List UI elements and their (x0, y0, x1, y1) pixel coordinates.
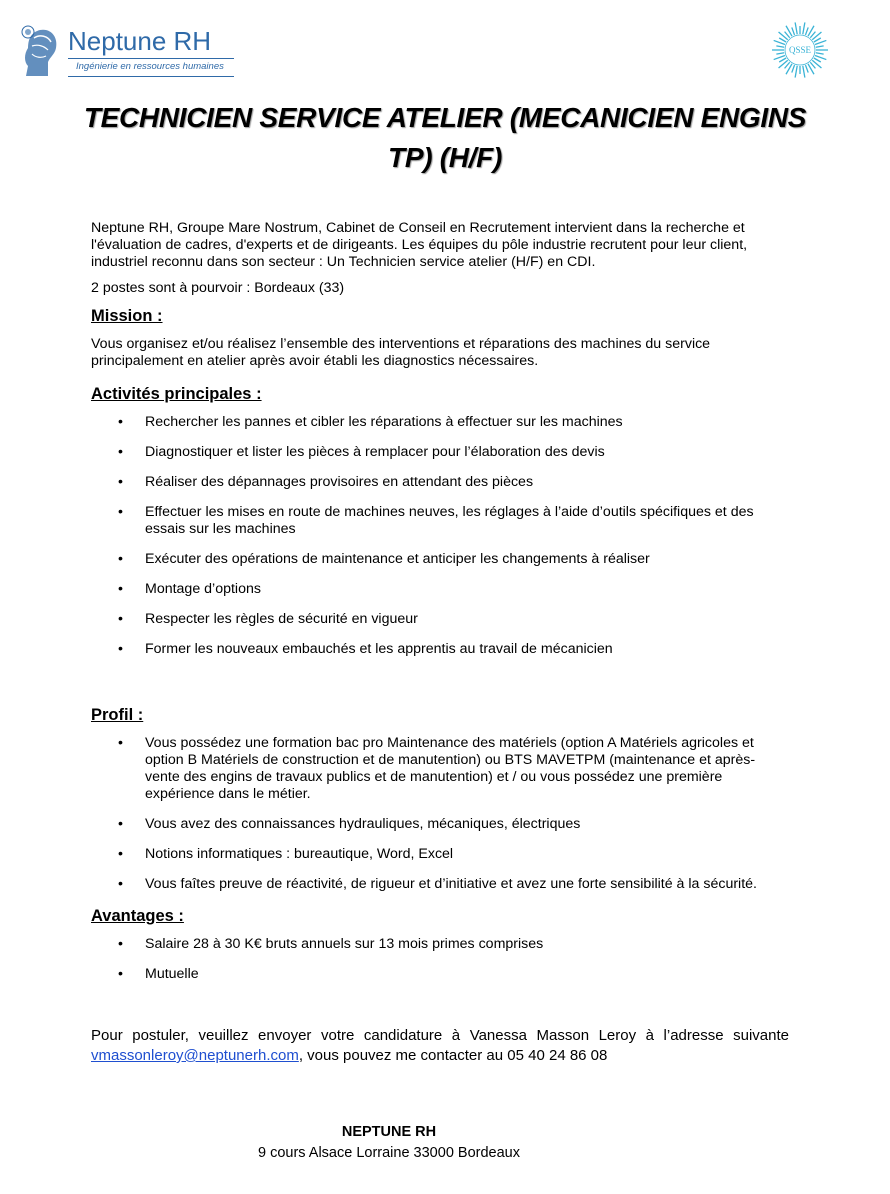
intro-paragraph: Neptune RH, Groupe Mare Nostrum, Cabinet de Conseil en Recrutement intervient dans la recherche et l'évaluation de cadres, d'experts et de dirigeants. Les équipes du pôle industrie recrutent pour leur client, industriel reconnu dans son secteur : Un Technicien service atelier (H/F) en CDI. (91, 220, 748, 270)
logo-divider (68, 58, 234, 59)
list-item: • Vous avez des connaissances hydrauliques, mécaniques, électriques (91, 816, 789, 833)
list-item: • Montage d’options (91, 581, 789, 598)
list-item: • Notions informatiques : bureautique, Word, Excel (91, 846, 789, 863)
footer-address: 9 cours Alsace Lorraine 33000 Bordeaux (258, 1145, 520, 1161)
email-link[interactable]: vmassonleroy@neptunerh.com (91, 1047, 299, 1064)
logo-name: Neptune RH (68, 26, 212, 56)
list-item: • Rechercher les pannes et cibler les réparations à effectuer sur les machines (91, 414, 789, 431)
logo-tagline: Ingénierie en ressources humaines (76, 61, 224, 72)
job-title: TECHNICIEN SERVICE ATELIER (MECANICIEN ENGINS TP) (H/F) (83, 102, 807, 173)
list-item: • Vous faîtes preuve de réactivité, de rigueur et d’initiative et avez une forte sensibilité à la sécurité. (91, 876, 789, 893)
apply-contact-text: , vous pouvez me contacter au 05 40 24 86 08 (298, 1047, 608, 1064)
apply-text: Pour postuler, veuillez envoyer votre candidature à Vanessa Masson Leroy à l’adresse suivante (91, 1027, 789, 1044)
activities-list (91, 414, 789, 658)
job-description (91, 220, 789, 1075)
company-logo (18, 24, 238, 80)
apply-paragraph (91, 1026, 789, 1066)
list-item: • Diagnostiquer et lister les pièces à remplacer pour l’élaboration des devis (91, 444, 789, 461)
starburst-badge-icon (770, 20, 830, 80)
list-item: • Effectuer les mises en route de machines neuves, les réglages à l’aide d’outils spécifiques et des essais sur les machines (91, 504, 789, 538)
qsse-label: QSSE (788, 45, 812, 55)
profile-heading: Profil : (91, 706, 144, 724)
list-item: • Mutuelle (91, 966, 789, 983)
list-item: • Salaire 28 à 30 K€ bruts annuels sur 13 mois primes comprises (91, 936, 789, 953)
list-item: • Exécuter des opérations de maintenance et anticiper les changements à réaliser (91, 551, 789, 568)
neptune-head-icon (18, 24, 66, 78)
list-item: • Former les nouveaux embauchés et les apprentis au travail de mécanicien (91, 641, 789, 658)
mission-heading: Mission : (91, 307, 163, 325)
spacer (91, 996, 789, 1026)
footer (91, 1122, 687, 1164)
list-item: • Respecter les règles de sécurité en vigueur (91, 611, 789, 628)
profile-list (91, 735, 789, 893)
footer-company: NEPTUNE RH (341, 1124, 437, 1140)
list-item: • Réaliser des dépannages provisoires en attendant des pièces (91, 474, 789, 491)
list-item: • Vous possédez une formation bac pro Maintenance des matériels (option A Matériels agricoles et option B Matériels de construction et de manutention) ou BTS MAVETPM (maintenance et après-vente des engins de travaux publics et de manutention) et / ou vous possédez une première expérience dans le métier. (91, 735, 789, 803)
spacer (91, 671, 789, 705)
benefits-list (91, 936, 789, 983)
benefits-heading: Avantages : (91, 907, 184, 925)
positions-text: 2 postes sont à pourvoir : Bordeaux (33) (91, 280, 345, 296)
mission-text: Vous organisez et/ou réalisez l’ensemble des interventions et réparations des machines du service principalement en atelier après avoir établi les diagnostics nécessaires. (91, 336, 711, 369)
logo-divider-bottom (68, 76, 234, 77)
activities-heading: Activités principales : (91, 385, 262, 403)
